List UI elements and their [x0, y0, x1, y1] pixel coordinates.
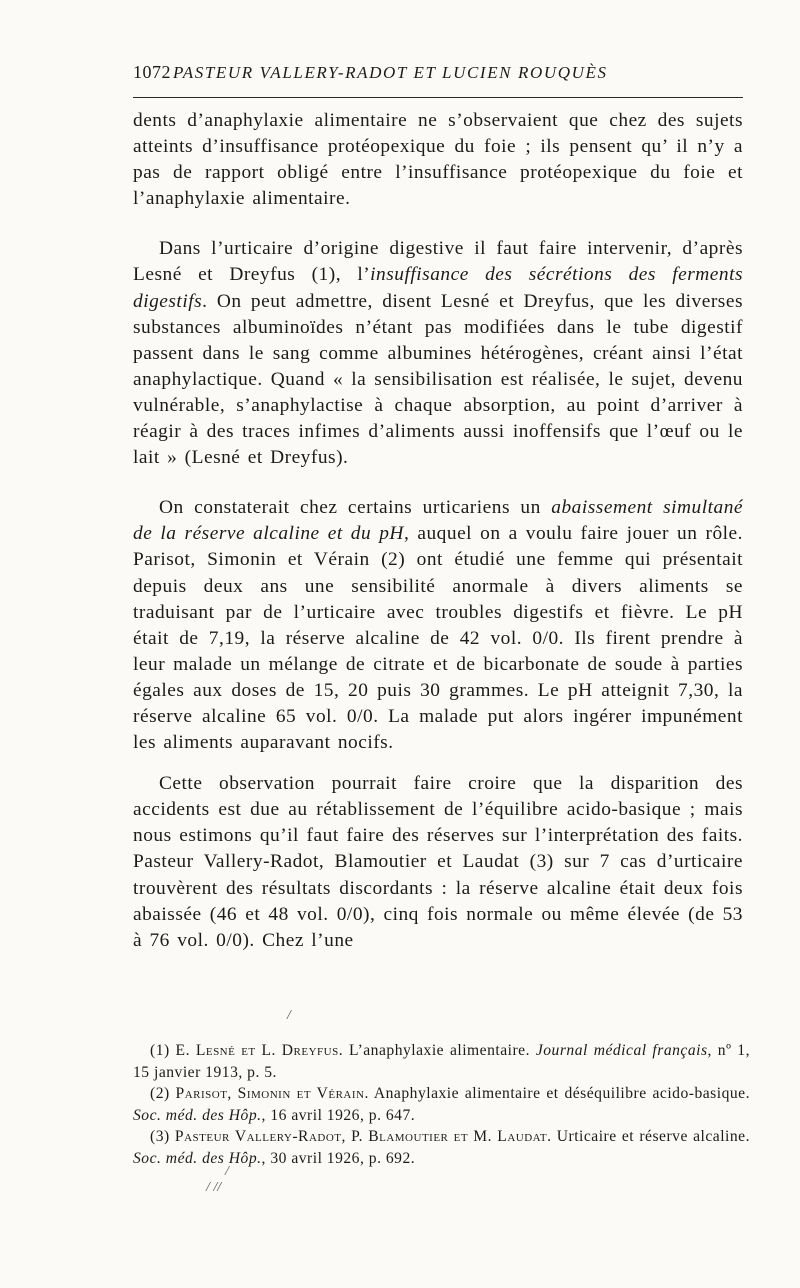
header-rule: [133, 97, 743, 98]
page-body: [133, 62, 743, 954]
running-header: [133, 62, 743, 92]
emphasis: insuffisance des sécrétions des ferments digestifs: [133, 264, 744, 312]
footnotes: [133, 1040, 750, 1170]
paragraph-3: On constaterait chez certains urticariens un abaissement simultané de la réserve alcaline et du pH, auquel on a voulu faire jouer un rôle. Parisot, Simonin et Vérain (2) ont étudié une femme qui présentait depuis deux ans une sensibilité anormale à divers aliments se traduisant par de l’urticaire avec troubles digestifs et fièvre. Le pH était de 7,19, la réserve alcaline de 42 vol. 0/0. Ils firent prendre à leur malade un mélange de citrate et de bicarbonate de soude à parties égales aux doses de 15, 20 puis 30 grammes. Le pH atteignit 7,30, la réserve alcaline 65 vol. 0/0. La malade put alors ingérer impunément les aliments auparavant nocifs.: [133, 497, 743, 754]
footnote-3: (3) Pasteur Vallery-Radot, P. Blamoutier et M. Laudat. Urticaire et réserve alcaline. Soc. méd. des Hôp., 30 avril 1926, p. 692.: [133, 1128, 750, 1167]
pencil-mark: / //: [206, 1180, 222, 1195]
footnote-1: (1) E. Lesné et L. Dreyfus. L’anaphylaxie alimentaire. Journal médical français, nº 1, 15 janvier 1913, p. 5.: [133, 1042, 750, 1081]
paragraph-1: dents d’anaphylaxie alimentaire ne s’observaient que chez des sujets atteints d’insuffisance protéopexique du foie ; ils pensent qu’ il n’y a pas de rapport obligé entre l’insuffisance protéopexique du foie et l’anaphylaxie alimentaire.: [133, 110, 743, 210]
paragraph-4: Cette observation pourrait faire croire que la disparition des accidents est due au rétablissement de l’équilibre acido-basique ; mais nous estimons qu’il faut faire des réserves sur l’interprétation des faits. Pasteur Vallery-Radot, Blamoutier et Laudat (3) sur 7 cas d’urticaire trouvèrent des résultats discordants : la réserve alcaline était deux fois abaissée (46 et 48 vol. 0/0), cinq fois normale ou même élevée (de 53 à 76 vol. 0/0). Chez l’une: [133, 773, 743, 951]
running-title: PASTEUR VALLERY-RADOT ET LUCIEN ROUQUÈS: [173, 63, 608, 82]
paragraph-2: Dans l’urticaire d’origine digestive il faut faire intervenir, d’après Lesné et Dreyfus (1), l’insuffisance des sécrétions des ferments digestifs. On peut admettre, disent Lesné et Dreyfus, que les diverses substances albuminoïdes n’étant pas modifiées dans le tube digestif passent dans le sang comme albumines hétérogènes, créant ainsi l’état anaphylactique. Quand « la sensibilisation est réalisée, le sujet, devenu vulnérable, s’anaphylactise à chaque absorption, au point d’arriver à réagir à des traces infimes d’aliments aussi inoffensifs que l’œuf ou le lait » (Lesné et Dreyfus).: [133, 238, 744, 469]
page-number: 1072: [133, 62, 171, 82]
emphasis: abaissement simultané de la réserve alcaline et du pH: [133, 497, 743, 545]
pencil-mark: /: [225, 1164, 229, 1179]
main-text: [133, 108, 743, 954]
footnote-2: (2) Parisot, Simonin et Vérain. Anaphylaxie alimentaire et déséquilibre acido-basique. Soc. méd. des Hôp., 16 avril 1926, p. 647.: [133, 1085, 750, 1124]
pencil-mark: /: [287, 1008, 291, 1023]
